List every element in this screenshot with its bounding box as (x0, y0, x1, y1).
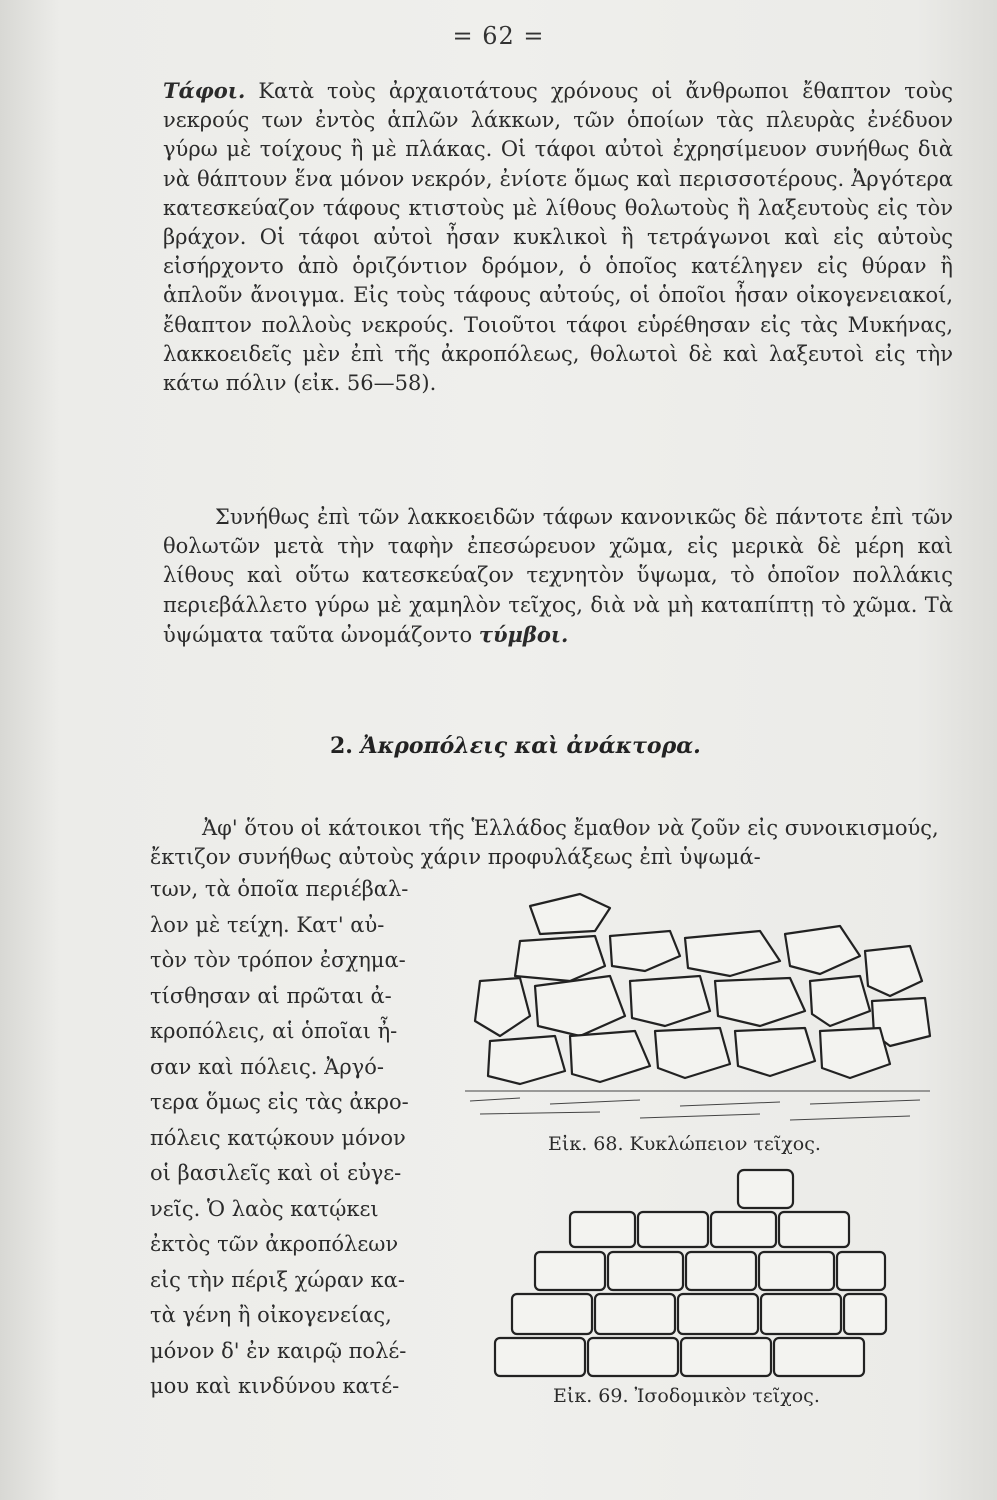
isodomic-wall-illustration (490, 1162, 890, 1382)
section-title: Ἀκροπόλεις καὶ ἀνάκτορα. (360, 733, 701, 759)
page-number: = 62 = (452, 22, 545, 50)
column-line: τερα ὅμως εἰς τὰς ἀκρο- (150, 1090, 409, 1114)
column-line: ἐκτὸς τῶν ἀκροπόλεων (150, 1232, 399, 1256)
acropolis-column (150, 872, 440, 1405)
cyclopean-wall-illustration (460, 886, 935, 1131)
column-line: των, τὰ ὁποῖα περιέβαλ- (150, 877, 409, 901)
tumuli-text: Συνήθως ἐπὶ τῶν λακκοειδῶν τάφων κανονικῶς δὲ πάντοτε ἐπὶ τῶν θολωτῶν μετὰ τὴν ταφὴν ἐπεσώρευον χῶμα, εἰς μερικὰ δὲ μέρη καὶ λίθους καὶ οὕτω κατεσκεύαζον τεχνητὸν ὕψωμα, τὸ ὁποῖον πολλάκις περιεβάλλετο γύρω μὲ χαμηλὸν τεῖχος, διὰ νὰ μὴ καταπίπτῃ τὸ χῶμα. Τὰ ὑψώματα ταῦτα ὠνομάζοντο (163, 505, 953, 647)
column-line: μου καὶ κινδύνου κατέ- (150, 1374, 400, 1398)
tombs-paragraph (163, 76, 953, 398)
acropolis-intro-text: Ἀφ' ὅτου οἱ κάτοικοι τῆς Ἑλλάδος ἔμαθον νὰ ζοῦν εἰς συνοικισμούς, ἔκτιζον συνήθως αὐτοὺς χάριν προφυλάξεως ἐπὶ ὑψωμά- (150, 816, 939, 870)
tombs-text: Κατὰ τοὺς ἀρχαιοτάτους χρόνους οἱ ἄνθρωποι ἔθαπτον τοὺς νεκρούς των ἐντὸς ἁπλῶν λάκκων, τῶν ὁποίων τὰς πλευρὰς ἐνέδυον γύρω μὲ τοίχους ἢ μὲ πλάκας. Οἱ τάφοι αὐτοὶ ἐχρησίμευον συνήθως διὰ νὰ θάπτουν ἕνα μόνον νεκρόν, ἐνίοτε ὅμως καὶ περισσοτέρους. Ἀργότερα κατεσκεύαζον τάφους κτιστοὺς μὲ λίθους θολωτοὺς ἢ λαξευτοὺς εἰς τὸν βράχον. Οἱ τάφοι αὐτοὶ ἦσαν κυκλικοὶ ἢ τετράγωνοι καὶ εἰς αὐτοὺς εἰσήρχοντο ἀπὸ ὁριζόντιον δρόμον, ὁ ὁποῖος κατέληγεν εἰς θύραν ἢ ἁπλοῦν ἄνοιγμα. Εἰς τοὺς τάφους αὐτούς, οἱ ὁποῖοι ἦσαν οἰκογενειακοί, ἔθαπτον πολλοὺς νεκρούς. Τοιοῦτοι τάφοι εὑρέθησαν εἰς τὰς Μυκήνας, λακκοειδεῖς μὲν ἐπὶ τῆς ἀκροπόλεως, θολωτοὶ δὲ καὶ λαξευτοὶ εἰς τὴν κάτω πόλιν (εἰκ. 56—58). (163, 79, 953, 396)
column-line: τὰ γένη ἢ οἰκογενείας, (150, 1303, 392, 1327)
section-number: 2. (330, 733, 353, 759)
column-line: μόνον δ' ἐν καιρῷ πολέ- (150, 1338, 407, 1363)
column-line: νεῖς. Ὁ λαὸς κατῴκει (150, 1196, 379, 1221)
figure-68-caption: Εἰκ. 68. Κυκλώπειον τεῖχος. (548, 1133, 821, 1155)
tombs-lead: Τάφοι. (163, 78, 246, 103)
column-line: οἱ βασιλεῖς καὶ οἱ εὐγε- (150, 1161, 402, 1185)
column-line: πόλεις κατῴκουν μόνον (150, 1125, 406, 1150)
tumuli-term: τύμβοι. (478, 621, 569, 647)
column-line: τὸν τὸν τρόπον ἐσχημα- (150, 948, 406, 972)
figure-69-caption: Εἰκ. 69. Ἰσοδομικὸν τεῖχος. (553, 1385, 820, 1407)
acropolis-intro (150, 814, 950, 872)
column-line: λον μὲ τείχη. Κατ' αὐ- (150, 912, 385, 937)
column-line: σαν καὶ πόλεις. Ἀργό- (150, 1054, 384, 1079)
column-line: τίσθησαν αἱ πρῶται ἀ- (150, 983, 392, 1008)
column-line: κροπόλεις, αἱ ὁποῖαι ἦ- (150, 1019, 398, 1043)
section-heading (330, 733, 830, 759)
column-line: εἰς τὴν πέριξ χώραν κα- (150, 1267, 405, 1292)
tumuli-paragraph (163, 503, 953, 650)
